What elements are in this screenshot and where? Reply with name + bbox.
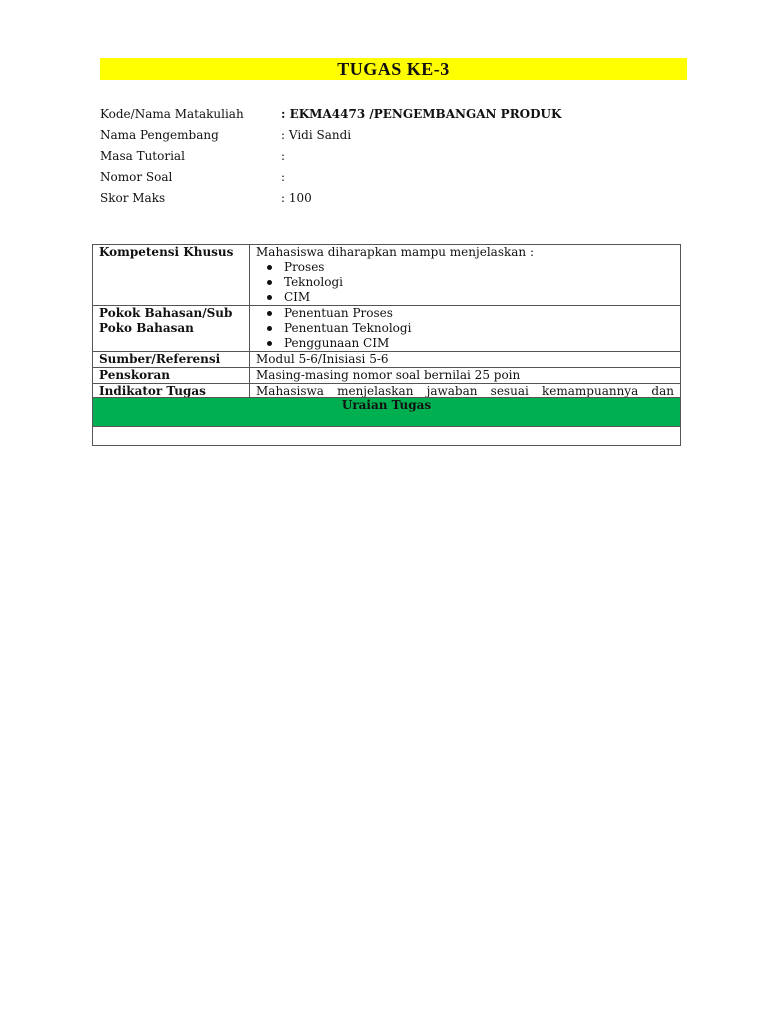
info-label: Nama Pengembang — [100, 128, 219, 142]
kompetensi-list — [256, 260, 674, 305]
table-row-blank — [93, 427, 681, 446]
info-row-skor-maks — [100, 188, 700, 209]
list-item: Penentuan Teknologi — [284, 321, 674, 336]
list-item: Penentuan Proses — [284, 306, 674, 321]
page-title: TUGAS KE-3 — [100, 58, 687, 80]
kompetensi-intro: Mahasiswa diharapkan mampu menjelaskan : — [256, 245, 534, 259]
list-item: Proses — [284, 260, 674, 275]
table-row-sumber — [93, 352, 681, 368]
pokok-list — [256, 306, 674, 351]
row-label: Penskoran — [93, 368, 250, 384]
indikator-text: Mahasiswa menjelaskan jawaban sesuai kemampuannya dan — [256, 384, 674, 397]
info-row-kode — [100, 104, 700, 125]
list-item: Penggunaan CIM — [284, 336, 674, 351]
row-content — [250, 245, 681, 306]
uraian-header: Uraian Tugas — [93, 398, 681, 427]
row-content: Modul 5-6/Inisiasi 5-6 — [250, 352, 681, 368]
info-value: : Vidi Sandi — [281, 128, 352, 142]
info-value: : — [281, 149, 286, 163]
table-row-penskoran — [93, 368, 681, 384]
info-value: : 100 — [281, 191, 312, 205]
row-content — [250, 384, 681, 398]
indikator-label: Indikator Tugas — [99, 384, 206, 397]
info-label: Kode/Nama Matakuliah — [100, 107, 244, 121]
info-label: Nomor Soal — [100, 170, 173, 184]
row-content: Masing-masing nomor soal bernilai 25 poin — [250, 368, 681, 384]
table-row-indikator — [93, 384, 681, 398]
competency-table — [92, 244, 681, 446]
uraian-body — [93, 427, 681, 446]
list-item: CIM — [284, 290, 674, 305]
row-label — [93, 384, 250, 398]
info-label: Masa Tutorial — [100, 149, 185, 163]
row-label: Kompetensi Khusus — [93, 245, 250, 306]
info-row-nomor-soal — [100, 167, 700, 188]
row-content — [250, 306, 681, 352]
table-row-uraian — [93, 398, 681, 427]
row-label: Sumber/Referensi — [93, 352, 250, 368]
info-row-pengembang — [100, 125, 700, 146]
list-item: Teknologi — [284, 275, 674, 290]
info-value: : EKMA4473 /PENGEMBANGAN PRODUK — [281, 107, 562, 121]
info-label: Skor Maks — [100, 191, 166, 205]
info-block — [100, 104, 700, 209]
info-value: : — [281, 170, 286, 184]
info-row-masa-tutorial — [100, 146, 700, 167]
row-label: Pokok Bahasan/Sub Poko Bahasan — [93, 306, 250, 352]
table-row-pokok — [93, 306, 681, 352]
table-row-kompetensi — [93, 245, 681, 306]
